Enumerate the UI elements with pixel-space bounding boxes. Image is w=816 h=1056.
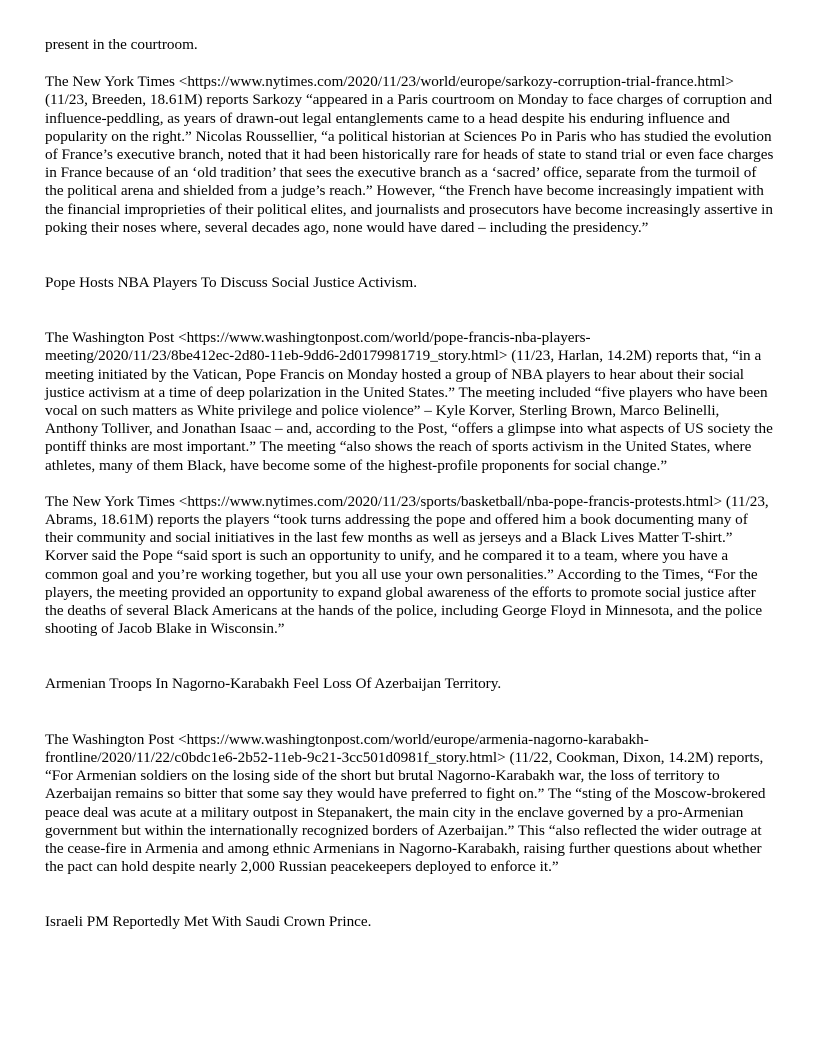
sarkozy-nyt-paragraph: The New York Times <https://www.nytimes.com/2020/11/23/world/europe/sarkozy-corruption-trial-france.html> (11/23, Breeden, 18.61M) reports Sarkozy “appeared in a Paris courtroom on Monday to face charges of corruption and influence-peddling, as years of drawn-out legal entanglements came to a head despite his enduring influence and popularity on the right.” Nicolas Roussellier, “a political historian at Sciences Po in Paris who has studied the evolution of France’s executive branch, noted that it had been historically rare for heads of state to stand trial or even face charges in France because of an ‘old tradition’ that sees the executive branch as a ‘sacred’ office, separate from the turmoil of the political arena and shielded from a judge’s reach.” However, “the French have become increasingly impatient with the financial improprieties of their political elites, and journalists and prosecutors have become increasingly assertive in poking their noses where, several decades ago, none would have dared – including the presidency.” xyxy=(45,73,774,236)
pope-wapo-paragraph: The Washington Post <https://www.washingtonpost.com/world/pope-francis-nba-players-meeting/2020/11/23/8be412ec-2d80-11eb-9dd6-2d0179981719_story.html> (11/23, Harlan, 14.2M) reports that, “in a meeting initiated by the Vatican, Pope Francis on Monday hosted a group of NBA players to hear about their social justice activism at a time of deep polarization in the United States.” The meeting included “five players who have been vocal on such matters as White privilege and police violence” – Kyle Korver, Sterling Brown, Marco Belinelli, Anthony Tolliver, and Jonathan Isaac – and, according to the Post, “offers a glimpse into what aspects of US society the pontiff thinks are most important.” The meeting “also shows the reach of sports activism in the United States, where athletes, many of them Black, have become some of the highest-profile proponents for social change.” xyxy=(45,329,773,474)
continuation-text: present in the courtroom. xyxy=(45,36,198,53)
israel-saudi-headline: Israeli PM Reportedly Met With Saudi Crown Prince. xyxy=(45,913,372,931)
armenia-wapo-paragraph: The Washington Post <https://www.washingtonpost.com/world/europe/armenia-nagorno-karabakh-frontline/2020/11/22/c0bdc1e6-2b52-11eb-9c21-3cc501d0981f_story.html> (11/22, Cookman, Dixon, 14.2M) reports, “For Armenian soldiers on the losing side of the short but brutal Nagorno-Karabakh war, the loss of territory to Azerbaijan remains so bitter that some say they would have preferred to fight on.” The “sting of the Moscow-brokered peace deal was acute at a military outpost in Stepanakert, the main city in the enclave governed by a pro-Armenian government but within the internationally recognized borders of Azerbaijan.” This “also reflected the wider outrage at the cease-fire in Armenia and among ethnic Armenians in Nagorno-Karabakh, raising further questions about whether the pact can hold despite nearly 2,000 Russian peacekeepers deployed to enforce it.” xyxy=(45,730,766,876)
pope-nyt-paragraph: The New York Times <https://www.nytimes.com/2020/11/23/sports/basketball/nba-pope-francis-protests.html> (11/23, Abrams, 18.61M) reports the players “took turns addressing the pope and offered him a book documenting many of their community and social initiatives in the last few months as well as jerseys and a Black Lives Matter T-shirt.” Korver said the Pope “said sport is such an opportunity to unify, and he compared it to a team, where you have a common goal and you’re working together, but you all use your own personalities.” According to the Times, “For the players, the meeting provided an opportunity to expand global awareness of the efforts to promote social justice after the deaths of several Black Americans at the hands of the police, including George Floyd in Minnesota, and the police shooting of Jacob Blake in Wisconsin.” xyxy=(45,492,769,638)
pope-nba-headline: Pope Hosts NBA Players To Discuss Social Justice Activism. xyxy=(45,274,418,292)
document-page xyxy=(45,36,775,932)
armenia-headline: Armenian Troops In Nagorno-Karabakh Feel Loss Of Azerbaijan Territory. xyxy=(45,675,502,693)
